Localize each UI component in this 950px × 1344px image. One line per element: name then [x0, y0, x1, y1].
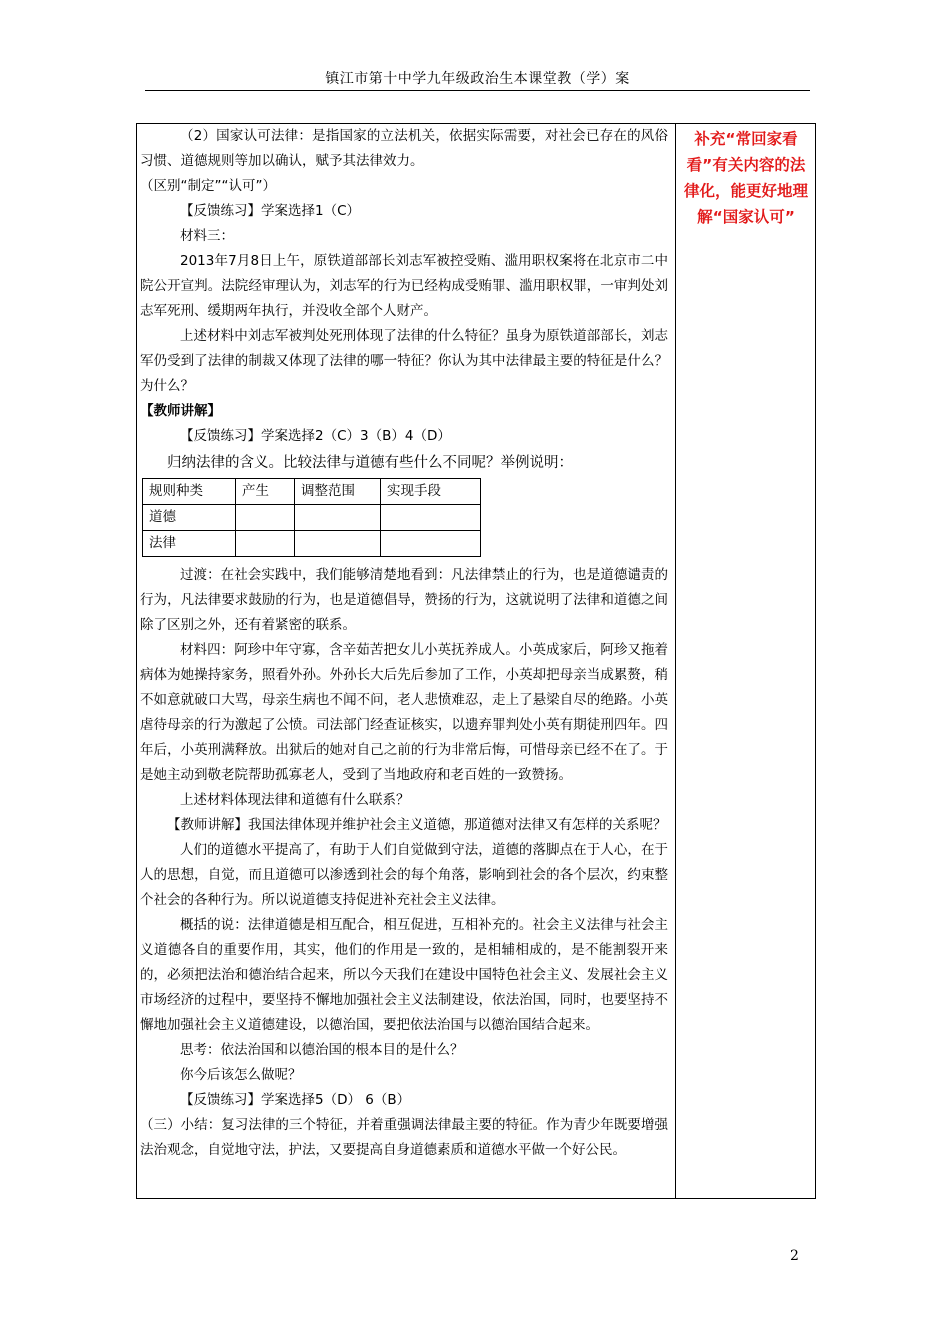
table-row [143, 505, 481, 531]
header-rule [145, 90, 810, 91]
table-header-cell: 实现手段 [381, 479, 481, 505]
table-header-cell: 产生 [236, 479, 295, 505]
teacher-explanation-heading: 【教师讲解】 [140, 403, 221, 419]
feedback-exercise-3: 【反馈练习】学案选择5（D） 6（B） [180, 1092, 411, 1108]
comparison-table [142, 478, 481, 557]
table-cell [295, 531, 381, 557]
teacher-explanation-morality: 【教师讲解】我国法律体现并维护社会主义道德，那道德对法律又有怎样的关系呢？ [167, 817, 667, 833]
material-four-text: 材料四：阿珍中年守寡，含辛茹苦把女儿小英抚养成人。小英成家后，阿珍又拖着病体为她操持家务，照看外孙。外孙长大后先后参加了工作，小英却把母亲当成累赘，稍不如意就破口大骂，母亲生病也不闻不问，老人悲愤难忍，走上了悬梁自尽的绝路。小英虐待母亲的行为激起了公愤。司法部门经查证核实，以遗弃罪判处小英有期徒刑四年。四年后，小英刑满释放。出狱后的她对自己之前的行为非常后悔，可惜母亲已经不在了。于是她主动到敬老院帮助孤寡老人，受到了当地政府和老百姓的一致赞扬。 [140, 642, 668, 783]
table-cell [236, 505, 295, 531]
thinking-question: 思考：依法治国和以德治国的根本目的是什么？ [180, 1042, 464, 1058]
feedback-exercise-1: 【反馈练习】学案选择1（C） [180, 203, 361, 219]
what-to-do-question: 你今后该怎么做呢？ [180, 1067, 302, 1083]
table-row [143, 531, 481, 557]
column-divider [675, 123, 676, 1199]
table-cell [236, 531, 295, 557]
material-three-text: 2013年7月8日上午，原铁道部部长刘志军被控受贿、滥用职权案将在北京市二中院公开宣判。法院经审理认为，刘志军的行为已经构成受贿罪、滥用职权罪，一审判处刘志军死刑、缓期两年执行，并没收全部个人财产。 [140, 253, 668, 319]
table-cell [381, 505, 481, 531]
table-header-cell: 规则种类 [143, 479, 236, 505]
material-four-question: 上述材料体现法律和道德有什么联系？ [180, 792, 410, 808]
transition-paragraph: 过渡：在社会实践中，我们能够清楚地看到：凡法律禁止的行为，也是道德谴责的行为，凡法律要求鼓励的行为，也是道德倡导，赞扬的行为，这就说明了法律和道德之间除了区别之外，还有着紧密的联系。 [140, 567, 668, 633]
paragraph-morality-supports-law: 人们的道德水平提高了，有助于人们自觉做到守法，道德的落脚点在于人心，在于人的思想，自觉，而且道德可以渗透到社会的每个角落，影响到社会的各个层次，约束整个社会的各种行为。所以说道德支持促进补充社会主义法律。 [140, 842, 668, 908]
main-content-column [140, 124, 668, 1163]
feedback-exercise-2: 【反馈练习】学案选择2（C）3（B）4（D） [180, 428, 451, 444]
paragraph-summary-relationship: 概括的说：法律道德是相互配合，相互促进，互相补充的。社会主义法律与社会主义道德各自的重要作用，其实，他们的作用是一致的，是相辅相成的，是不能割裂开来的，必须把法治和德治结合起来，所以今天我们在建设中国特色社会主义、发展社会主义市场经济的过程中，要坚持不懈地加强社会主义法制建设，依法治国，同时，也要坚持不懈地加强社会主义道德建设，以德治国，要把依法治国与以德治国结合起来。 [140, 917, 668, 1033]
compare-law-morality-prompt: 归纳法律的含义。比较法律与道德有些什么不同呢？举例说明： [167, 455, 573, 471]
table-cell [381, 531, 481, 557]
lesson-summary: （三）小结：复习法律的三个特征，并着重强调法律最主要的特征。作为青少年既要增强法治观念，自觉地守法，护法，又要提高自身道德素质和道德水平做一个好公民。 [140, 1117, 668, 1158]
page-number: 2 [790, 1248, 799, 1264]
table-row-label: 道德 [143, 505, 236, 531]
material-three-label: 材料三： [180, 228, 234, 244]
table-header-row [143, 479, 481, 505]
note-distinguish: （区别“制定”“认可”） [140, 178, 276, 194]
table-header-cell: 调整范围 [295, 479, 381, 505]
table-cell [295, 505, 381, 531]
table-row-label: 法律 [143, 531, 236, 557]
page-header-title: 镇江市第十中学九年级政治生本课堂教（学）案 [325, 71, 630, 87]
side-note: 补充“常回家看看”有关内容的法律化，能更好地理解“国家认可” [683, 130, 808, 226]
material-three-question: 上述材料中刘志军被判处死刑体现了法律的什么特征？虽身为原铁道部部长，刘志军仍受到了法律的制裁又体现了法律的哪一特征？你认为其中法律最主要的特征是什么？为什么？ [140, 328, 668, 394]
paragraph-national-recognition: （2）国家认可法律：是指国家的立法机关，依据实际需要，对社会已存在的风俗习惯、道德规则等加以确认，赋予其法律效力。 [140, 128, 668, 169]
